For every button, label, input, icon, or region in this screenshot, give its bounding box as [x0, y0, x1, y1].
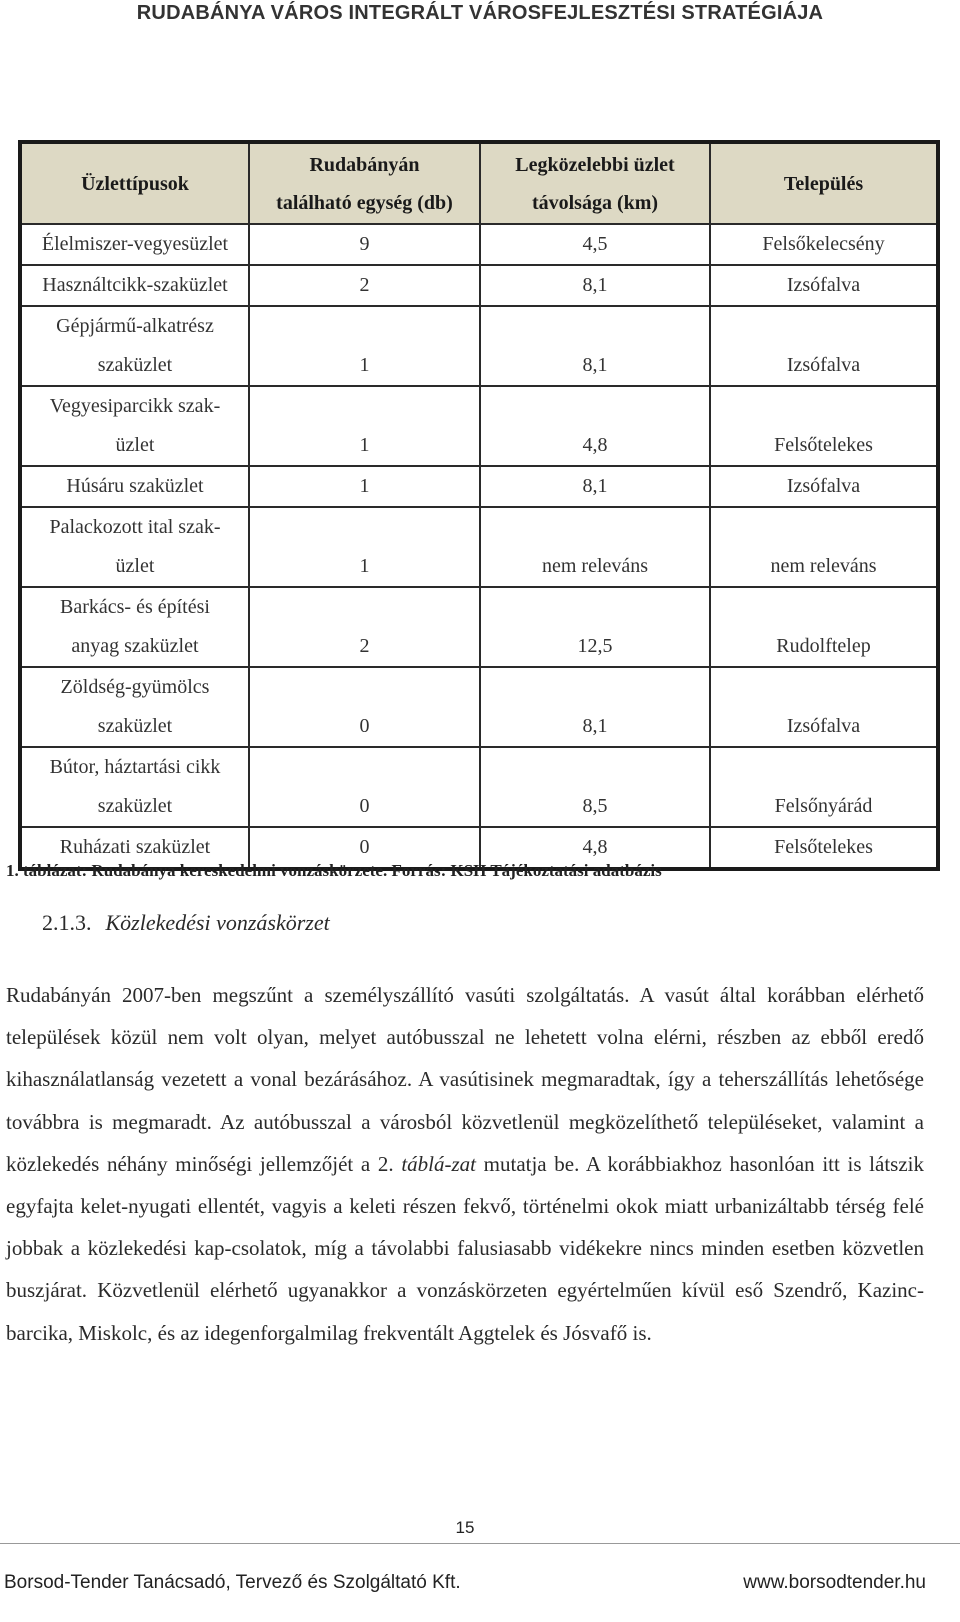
table-reference-word: táblá-zat [401, 1151, 476, 1176]
cell-count: 0 [249, 667, 480, 747]
table-row [20, 466, 938, 507]
cell-distance: 4,8 [480, 827, 710, 869]
cell-line: Gépjármű-alkatrész [56, 315, 214, 337]
footer-website: www.borsodtender.hu [743, 1572, 926, 1593]
cell-count: 0 [249, 747, 480, 827]
cell-count: 9 [249, 224, 480, 265]
shop-catchment-table [18, 140, 940, 871]
table-row [20, 747, 938, 827]
cell-settlement: Felsőnyárád [710, 747, 938, 827]
cell-shop-type [20, 224, 249, 265]
cell-distance: 8,1 [480, 306, 710, 386]
cell-distance: 8,5 [480, 747, 710, 827]
table-row [20, 265, 938, 306]
cell-line: üzlet [115, 555, 155, 577]
table-row [20, 386, 938, 466]
cell-shop-type [20, 306, 249, 386]
cell-shop-type [20, 507, 249, 587]
cell-shop-type [20, 265, 249, 306]
footer-company: Borsod-Tender Tanácsadó, Tervező és Szolgáltató Kft. [4, 1572, 461, 1593]
cell-line: anyag szaküzlet [71, 635, 199, 657]
cell-distance: 8,1 [480, 667, 710, 747]
cell-distance: 12,5 [480, 587, 710, 667]
table-row [20, 306, 938, 386]
cell-shop-type [20, 386, 249, 466]
table-reference-number: 2. [377, 1151, 394, 1176]
cell-distance: 8,1 [480, 466, 710, 507]
cell-count: 1 [249, 466, 480, 507]
cell-line: Bútor, háztartási cikk [49, 756, 221, 778]
cell-shop-type [20, 747, 249, 827]
header-line: Legközelebbi üzlet [515, 153, 675, 176]
cell-settlement: Felsőtelekes [710, 386, 938, 466]
footer-divider [0, 1543, 960, 1544]
cell-line: Barkács- és építési [60, 596, 210, 618]
cell-line: Zöldség-gyümölcs [60, 676, 210, 698]
cell-count: 2 [249, 265, 480, 306]
column-header-count [249, 142, 480, 224]
cell-distance: 4,5 [480, 224, 710, 265]
column-header-shop-type [20, 142, 249, 224]
cell-settlement: Izsófalva [710, 265, 938, 306]
cell-shop-type [20, 466, 249, 507]
table-row [20, 224, 938, 265]
cell-distance: 8,1 [480, 265, 710, 306]
cell-shop-type [20, 587, 249, 667]
column-header-settlement [710, 142, 938, 224]
cell-count: 0 [249, 827, 480, 869]
cell-line: Élelmiszer-vegyesüzlet [41, 233, 229, 255]
cell-line: szaküzlet [97, 715, 173, 737]
cell-shop-type [20, 667, 249, 747]
cell-settlement: Izsófalva [710, 306, 938, 386]
page-number: 15 [455, 1518, 475, 1537]
header-line: található egység (db) [276, 191, 453, 214]
section-title: Közlekedési vonzáskörzet [105, 910, 330, 935]
paragraph-text: mutatja be. A korábbiakhoz hasonlóan itt is látszik egyfajta kelet-nyugati ellentét, vagyis a keleti részen fekvő, történelmi okok miatt urbanizáltabb térség felé jobbak a közlekedési kap-csolatok, míg a távolabbi falusiasabb vidékekre nincs minden esetben közvetlen buszjárat. Közvetlenül elérhető ugyanakkor a vonzáskörzeten egyértelműen kívül eső Szendrő, Kazinc-barcika, Miskolc, és az idegenforgalmilag frekventált Aggtelek és Jósvafő is. [6, 1151, 924, 1345]
document-header-title: RUDABÁNYA VÁROS INTEGRÁLT VÁROSFEJLESZTÉSI STRATÉGIÁJA [136, 2, 824, 24]
cell-line: szaküzlet [97, 795, 173, 817]
header-line: Rudabányán [309, 153, 420, 176]
cell-distance: 4,8 [480, 386, 710, 466]
paragraph-text: Rudabányán 2007-ben megszűnt a személyszállító vasúti szolgáltatás. A vasút által korábban elérhető települések közül nem volt olyan, melyet autóbusszal ne lehetett volna elérni, részben az ebből eredő kihasználatlanság vezetett a vonal bezárásához. A vasútisinek megmaradtak, így a teherszállítás lehetősége továbbra is megmaradt. Az autóbusszal a városból közvetlenül megközelíthető településeket, valamint a közlekedés néhány minőségi jellemzőjét a [6, 983, 924, 1176]
cell-line: Ruházati szaküzlet [59, 836, 211, 858]
header-line: Üzlettípusok [81, 172, 189, 195]
cell-settlement: Rudolftelep [710, 587, 938, 667]
header-line: távolsága (km) [531, 191, 659, 214]
table-caption: 1. táblázat: Rudabánya kereskedelmi vonzáskörzete. Forrás: KSH Tájékoztatási adatbázis [6, 861, 662, 880]
cell-count: 1 [249, 306, 480, 386]
section-heading [42, 910, 330, 936]
cell-settlement: Izsófalva [710, 667, 938, 747]
cell-settlement: Felsőkelecsény [710, 224, 938, 265]
cell-settlement: nem releváns [710, 507, 938, 587]
table-row [20, 507, 938, 587]
column-header-distance [480, 142, 710, 224]
table-row [20, 587, 938, 667]
cell-line: üzlet [115, 434, 155, 456]
cell-line: Palackozott ital szak- [49, 516, 221, 538]
cell-count: 1 [249, 386, 480, 466]
cell-count: 1 [249, 507, 480, 587]
body-paragraph [6, 974, 924, 1354]
cell-settlement: Felsőtelekes [710, 827, 938, 869]
cell-line: Használtcikk-szaküzlet [42, 274, 228, 296]
header-line: Település [783, 172, 864, 195]
cell-count: 2 [249, 587, 480, 667]
cell-line: szaküzlet [97, 354, 173, 376]
cell-distance: nem releváns [480, 507, 710, 587]
cell-settlement: Izsófalva [710, 466, 938, 507]
section-number: 2.1.3. [42, 910, 92, 935]
cell-line: Húsáru szaküzlet [66, 475, 204, 497]
table-row [20, 667, 938, 747]
cell-line: Vegyesiparcikk szak- [49, 395, 221, 417]
